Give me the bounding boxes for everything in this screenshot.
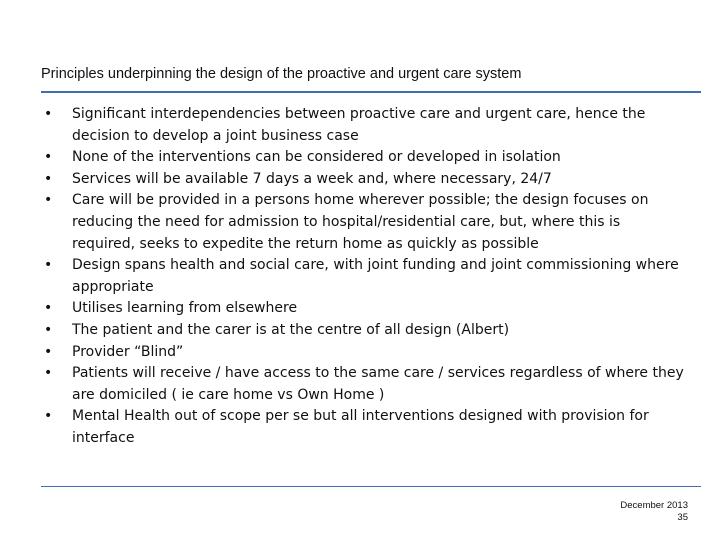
bullet-icon: • — [44, 149, 53, 166]
list-item — [44, 342, 684, 364]
list-item-text: None of the interventions can be considered or developed in isolation — [72, 149, 561, 166]
bullet-icon: • — [44, 192, 53, 209]
bullet-icon: • — [44, 321, 53, 338]
list-item — [44, 169, 684, 191]
bullet-icon: • — [44, 300, 53, 317]
list-item-text: Services will be available 7 days a week and, where necessary, 24/7 — [72, 170, 552, 187]
list-item-text: Mental Health out of scope per se but all interventions designed with provision for interface — [72, 408, 649, 446]
principles-list — [44, 104, 684, 450]
list-item — [44, 255, 684, 298]
list-item-text: Significant interdependencies between proactive care and urgent care, hence the decision to develop a joint business case — [72, 106, 646, 144]
title-divider — [41, 91, 701, 93]
list-item — [44, 363, 684, 406]
footer-date: December 2013 — [620, 500, 688, 511]
list-item-text: The patient and the carer is at the centre of all design (Albert) — [72, 321, 510, 338]
bullet-icon: • — [44, 365, 53, 382]
bullet-icon: • — [44, 408, 53, 425]
bullet-icon: • — [44, 106, 53, 122]
list-item — [44, 147, 684, 169]
list-item-text: Utilises learning from elsewhere — [72, 300, 298, 317]
list-item — [44, 406, 684, 449]
list-item-text: Patients will receive / have access to the same care / services regardless of where they are domiciled ( ie care home vs Own Home ) — [72, 365, 684, 403]
list-item-text: Care will be provided in a persons home wherever possible; the design focuses on reducing the need for admission to hospital/residential care, but, where this is required, seeks to expedite the return home as quickly as possible — [72, 192, 649, 252]
slide-footer — [620, 500, 688, 524]
bullet-icon: • — [44, 170, 53, 187]
list-item — [44, 190, 684, 255]
list-item-text: Provider “Blind” — [72, 343, 184, 360]
list-item — [44, 298, 684, 320]
footer-divider — [41, 486, 701, 487]
list-item — [44, 104, 684, 147]
slide-title: Principles underpinning the design of the proactive and urgent care system — [41, 66, 522, 82]
bullet-icon: • — [44, 343, 53, 360]
list-item — [44, 320, 684, 342]
page-number: 35 — [677, 512, 688, 523]
bullet-icon: • — [44, 257, 53, 274]
list-item-text: Design spans health and social care, with joint funding and joint commissioning where appropriate — [72, 257, 679, 295]
